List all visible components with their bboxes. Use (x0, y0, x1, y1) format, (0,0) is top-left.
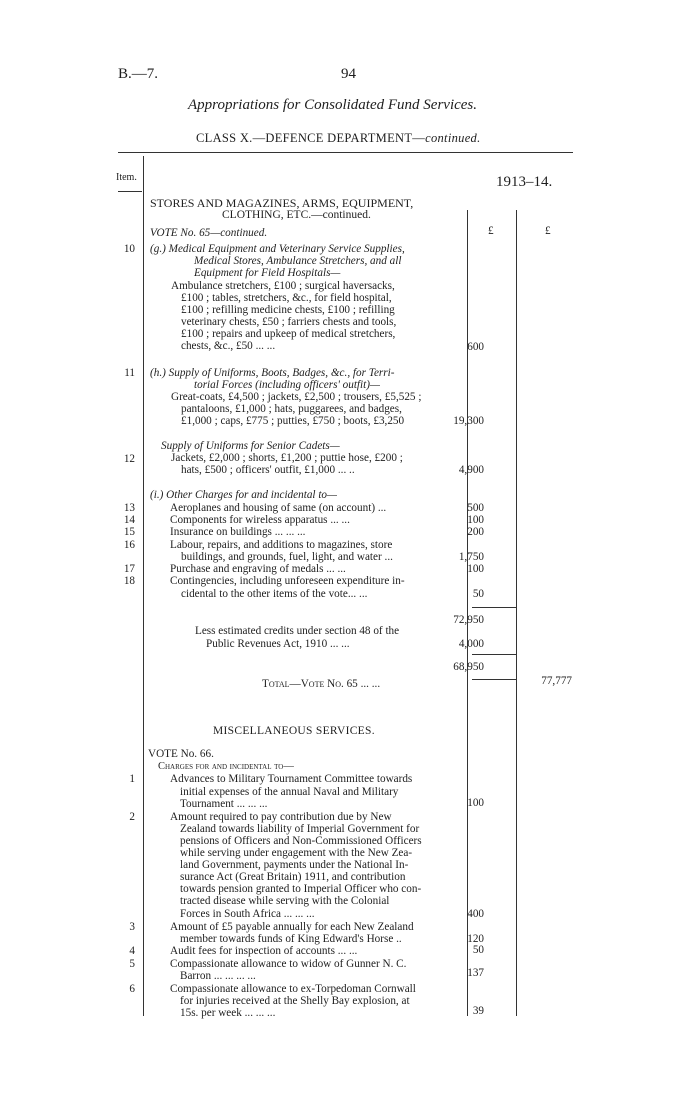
subtotal-amount: 72,950 (453, 614, 484, 626)
item-number: 1 (129, 773, 135, 785)
item-number: 6 (129, 983, 135, 995)
amount-left-rule (467, 210, 468, 1016)
item-text-line: initial expenses of the annual Naval and Military (180, 786, 399, 798)
credits-text: Public Revenues Act, 1910 ... ... (206, 638, 350, 650)
item-text-line: £100 ; tables, stretchers, &c., for field hospital, (181, 292, 392, 304)
item-text-line: Advances to Military Tournament Committee towards (170, 773, 413, 785)
other-charges-heading: (i.) Other Charges for and incidental to— (150, 489, 337, 501)
credits-amount: 4,000 (458, 638, 484, 650)
item-text-line: towards pension granted to Imperial Officer who con- (180, 883, 422, 895)
class-title (196, 131, 481, 146)
item-number: 11 (124, 367, 135, 379)
item-title: Equipment for Field Hospitals— (194, 267, 341, 279)
item-title: Medical Stores, Ambulance Stretchers, and all (194, 255, 402, 267)
item-number: 2 (129, 811, 135, 823)
item-amount: 4,900 (458, 464, 484, 476)
class-title-continued: continued. (425, 131, 481, 145)
table-top-rule (118, 152, 573, 153)
item-text-line: Insurance on buildings ... ... ... (170, 526, 306, 538)
item-title: torial Forces (including officers' outfit)— (194, 379, 380, 391)
item-text-line: Forces in South Africa ... ... ... (180, 908, 315, 920)
item-number: 5 (129, 958, 135, 970)
net-rule (472, 654, 516, 655)
item-number: 18 (123, 575, 135, 587)
item-text-line: Great-coats, £4,500 ; jackets, £2,500 ; trousers, £5,525 ; (171, 391, 422, 403)
item-number: 13 (123, 502, 135, 514)
item-amount: 1,750 (458, 551, 484, 563)
item-text-line: Contingencies, including unforeseen expenditure in- (170, 575, 405, 587)
page-number: 94 (341, 66, 356, 82)
item-text-line: hats, £500 ; officers' outfit, £1,000 ... .. (181, 464, 355, 476)
currency-right: £ (545, 225, 551, 237)
class-title-main: CLASS X.—DEFENCE DEPARTMENT— (196, 131, 426, 145)
item-title: Supply of Uniforms for Senior Cadets— (161, 440, 340, 452)
item-number: 14 (123, 514, 135, 526)
subtotal-rule (472, 607, 516, 608)
item-amount: 137 (467, 967, 484, 979)
item-header-rule (118, 191, 142, 192)
item-text-line: Tournament ... ... ... (180, 798, 268, 810)
item-text-line: pantaloons, £1,000 ; hats, puggarees, and badges, (181, 403, 402, 415)
item-amount: 50 (472, 588, 484, 600)
credits-text: Less estimated credits under section 48 of the (195, 625, 400, 637)
item-text-line: Labour, repairs, and additions to magazines, store (170, 539, 393, 551)
item-text-line: Barron ... ... ... ... (180, 970, 256, 982)
item-text-line: pensions of Officers and Non-Commissioned Officers (180, 835, 422, 847)
item-text-line: Compassionate allowance to widow of Gunner N. C. (170, 958, 407, 970)
item-amount: 39 (472, 1005, 484, 1017)
currency-left: £ (488, 225, 494, 237)
vote-total-label: Total—Vote No. 65 ... ... (262, 678, 381, 690)
item-amount: 19,300 (453, 415, 484, 427)
section-title-line1: STORES AND MAGAZINES, ARMS, EQUIPMENT, (150, 196, 414, 210)
item-amount: 100 (467, 797, 484, 809)
item-amount: 600 (467, 341, 484, 353)
item-text-line: Jackets, £2,000 ; shorts, £1,200 ; puttie hose, £200 ; (171, 452, 403, 464)
item-text-line: 15s. per week ... ... ... (180, 1007, 276, 1019)
item-text-line: buildings, and grounds, fuel, light, and water ... (181, 551, 393, 563)
item-text-line: cidental to the other items of the vote... ... (181, 588, 368, 600)
item-amount: 120 (467, 933, 484, 945)
vote66-heading: VOTE No. 66. (148, 748, 214, 760)
item-column-rule (143, 156, 144, 1016)
year-column-header: 1913–14. (496, 174, 553, 190)
item-column-header: Item. (116, 172, 137, 183)
item-number: 3 (129, 921, 135, 933)
item-number: 4 (129, 945, 135, 957)
document-reference: B.—7. (118, 66, 159, 82)
item-text-line: Purchase and engraving of medals ... ... (170, 563, 346, 575)
net-amount: 68,950 (453, 661, 484, 673)
item-text-line: Ambulance stretchers, £100 ; surgical haversacks, (171, 280, 395, 292)
item-text-line: surance Act (Great Britain) 1911, and contribution (180, 871, 406, 883)
item-text-line: land Government, payments under the National In- (180, 859, 409, 871)
item-text-line: for injuries received at the Shelly Bay explosion, at (180, 995, 410, 1007)
item-text-line: veterinary chests, £50 ; farriers chests and tools, (181, 316, 397, 328)
charges-heading: Charges for and incidental to— (158, 761, 294, 772)
item-text-line: tracted disease while serving with the Colonial (180, 895, 390, 907)
misc-section-title: MISCELLANEOUS SERVICES. (213, 725, 375, 737)
item-amount: 100 (467, 514, 484, 526)
item-text-line: Compassionate allowance to ex-Torpedoman Cornwall (170, 983, 416, 995)
item-text-line: £100 ; repairs and upkeep of medical stretchers, (181, 328, 396, 340)
item-number: 12 (123, 453, 135, 465)
item-number: 17 (123, 563, 135, 575)
section-title-line2: CLOTHING, ETC.—continued. (222, 209, 371, 221)
item-text-line: Aeroplanes and housing of same (on account) ... (170, 502, 387, 514)
item-amount: 500 (467, 502, 484, 514)
item-title: (h.) Supply of Uniforms, Boots, Badges, &c., for Terri- (150, 367, 395, 379)
item-amount: 100 (467, 563, 484, 575)
item-title: (g.) Medical Equipment and Veterinary Service Supplies, (150, 243, 405, 255)
item-text-line: member towards funds of King Edward's Horse .. (180, 933, 402, 945)
item-text-line: Amount of £5 payable annually for each New Zealand (170, 921, 414, 933)
item-text-line: Amount required to pay contribution due by New (170, 811, 392, 823)
amount-mid-rule (516, 210, 517, 1016)
item-amount: 400 (467, 908, 484, 920)
item-text-line: chests, &c., £50 ... ... (181, 340, 276, 352)
item-text-line: Audit fees for inspection of accounts ... ... (170, 945, 358, 957)
vote-total-amount: 77,777 (541, 675, 572, 687)
item-number: 15 (123, 526, 135, 538)
item-text-line: Components for wireless apparatus ... ... (170, 514, 350, 526)
item-number: 10 (123, 243, 135, 255)
vote65-heading: VOTE No. 65—continued. (150, 227, 268, 239)
item-text-line: £100 ; refilling medicine chests, £100 ; refilling (181, 304, 395, 316)
net-under-rule (472, 679, 516, 680)
item-amount: 200 (467, 526, 484, 538)
item-number: 16 (123, 539, 135, 551)
item-text-line: while serving under engagement with the New Zea- (180, 847, 413, 859)
page-subtitle: Appropriations for Consolidated Fund Services. (188, 97, 478, 113)
item-text-line: £1,000 ; caps, £775 ; putties, £750 ; boots, £3,250 (181, 415, 405, 427)
item-text-line: Zealand towards liability of Imperial Government for (180, 823, 420, 835)
item-amount: 50 (472, 944, 484, 956)
